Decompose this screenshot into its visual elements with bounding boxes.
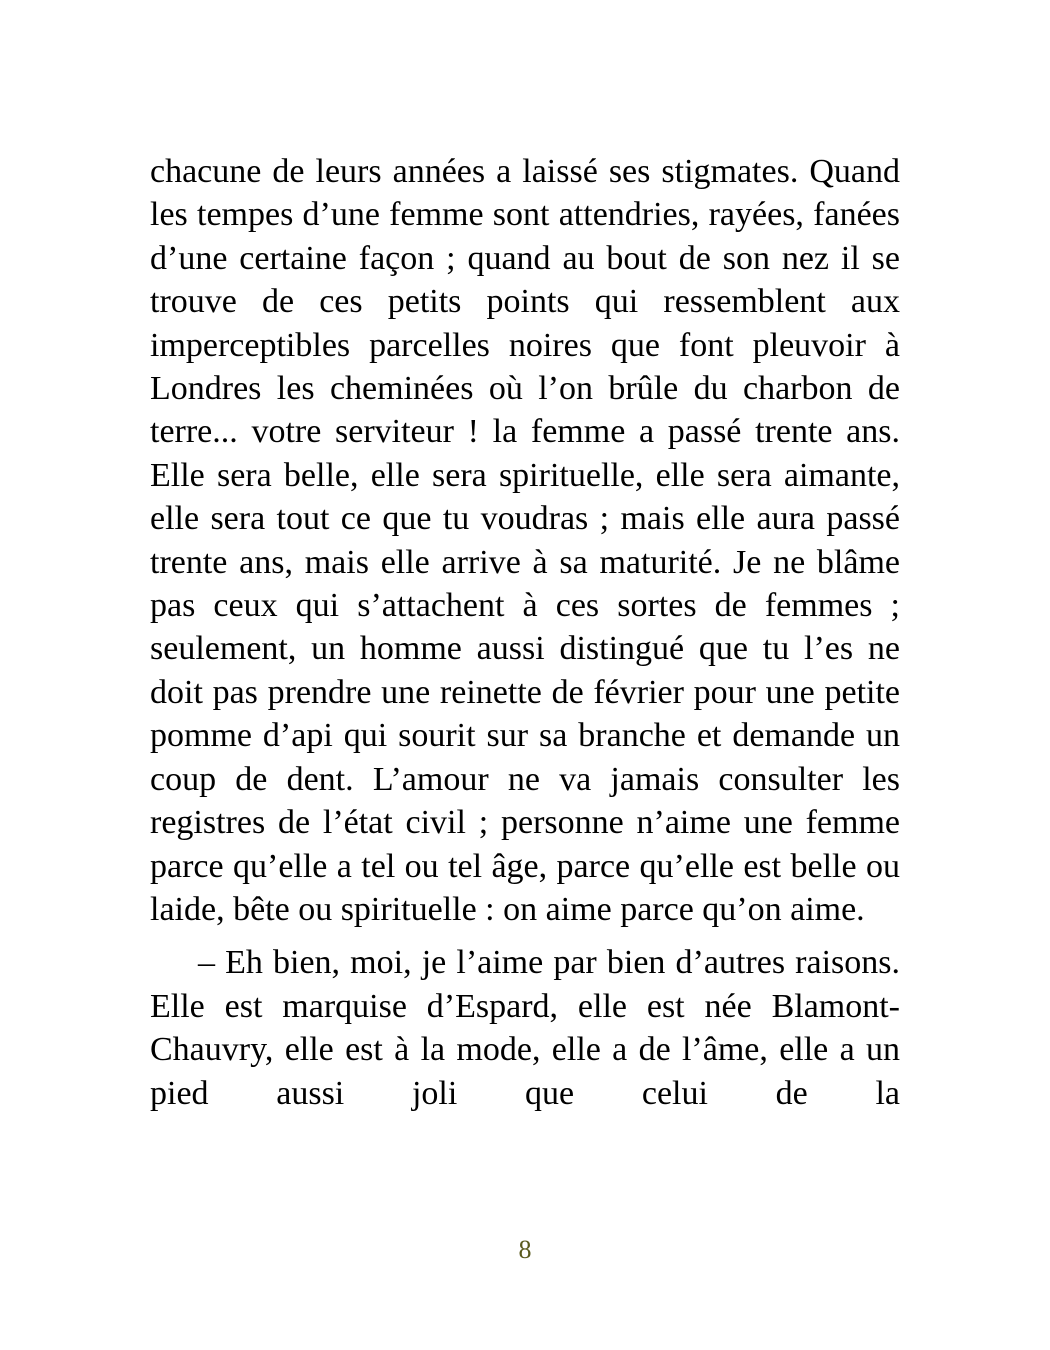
- paragraph-dialogue: – Eh bien, moi, je l’aime par bien d’autres raisons. Elle est marquise d’Espard, elle est née Blamont-Chauvry, elle est à la mode, elle a de l’âme, elle a un pied aussi joli que celui de la: [150, 944, 900, 1112]
- page-body: [150, 150, 900, 1115]
- paragraph-continued: chacune de leurs années a laissé ses stigmates. Quand les tempes d’une femme sont attendries, rayées, fanées d’une certaine façon ; quand au bout de son nez il se trouve de ces petits points qui ressemblent aux imperceptibles parcelles noires que font pleuvoir à Londres les cheminées où l’on brûle du charbon de terre... votre serviteur ! la femme a passé trente ans. Elle sera belle, elle sera spirituelle, elle sera aimante, elle sera tout ce que tu voudras ; mais elle aura passé trente ans, mais elle arrive à sa maturité. Je ne blâme pas ceux qui s’attachent à ces sortes de femmes ; seulement, un homme aussi distingué que tu l’es ne doit pas prendre une reinette de février pour une petite pomme d’api qui sourit sur sa branche et demande un coup de dent. L’amour ne va jamais consulter les registres de l’état civil ; personne n’aime une femme parce qu’elle a tel ou tel âge, parce qu’elle est belle ou laide, bête ou spirituelle : on aime parce qu’on aime.: [150, 153, 900, 928]
- page-number: 8: [518, 1235, 532, 1264]
